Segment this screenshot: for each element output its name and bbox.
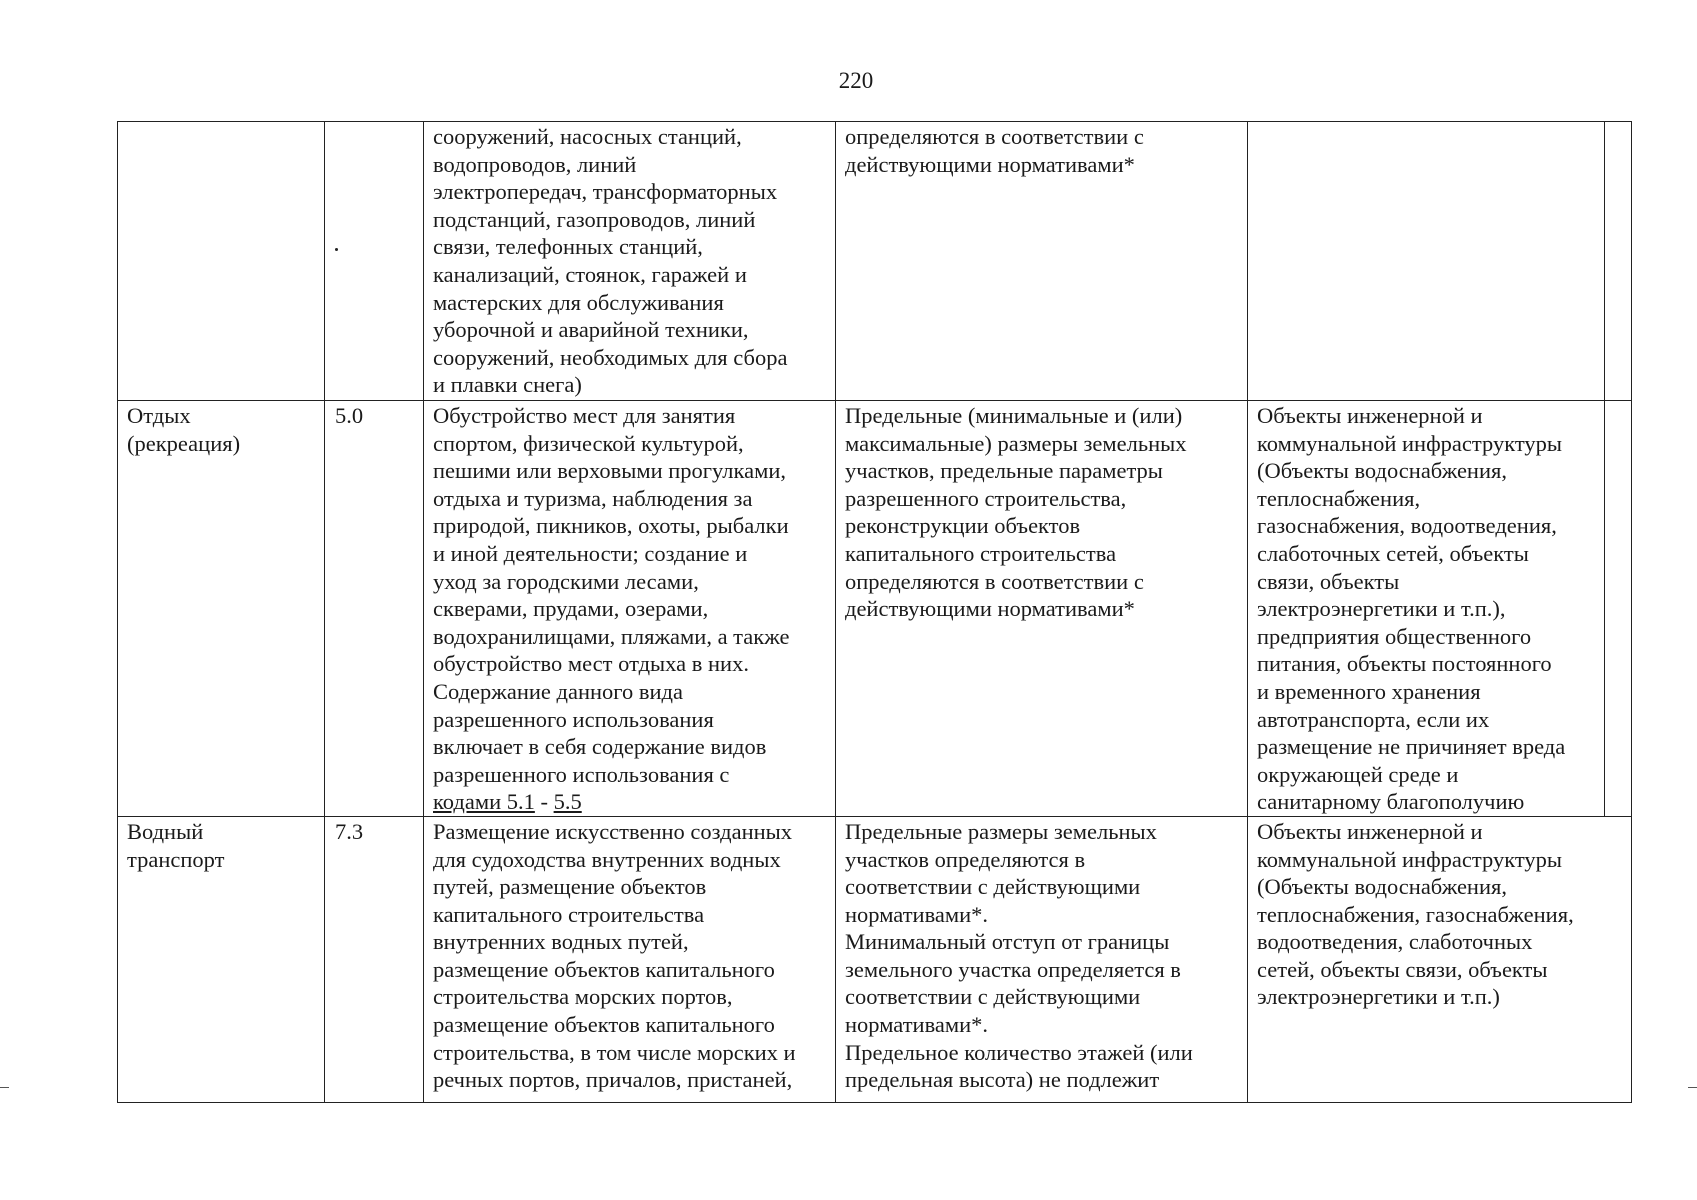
table-row [118,816,1632,1102]
use-description-cell: Размещение искусственно созданных для судоходства внутренних водных путей, размещение объектов капитального строительства внутренних водных путей, размещение объектов капитального строительства морских портов, размещение объектов капитального строительства, в том числе морских и речных портов, причалов, пристаней, [424,816,836,1102]
parameters-cell: Предельные (минимальные и (или) максимальные) размеры земельных участков, предельные параметры разрешенного строительства, реконструкции объектов капитального строительства определяются в соответствии с действующими нормативами* [836,401,1248,817]
table-row [118,122,1632,401]
use-name-cell [118,122,325,401]
use-name-cell: Отдых (рекреация) [118,401,325,817]
land-use-table [117,121,1632,1103]
right-margin-mark [1688,1087,1697,1088]
use-code-cell: 5.0 [325,401,424,817]
use-code-cell [325,122,424,401]
use-description-cell: сооружений, насосных станций, водопроводов, линий электропередач, трансформаторных подстанций, газопроводов, линий связи, телефонных станций, канализаций, стоянок, гаражей и мастерских для обслуживания уборочной и аварийной техники, сооружений, необходимых для сбора и плавки снега) [424,122,836,401]
scan-dot [335,248,338,251]
margin-cell [1605,401,1632,817]
use-name-cell: Водный транспорт [118,816,325,1102]
page-number: 220 [838,68,874,93]
table-row [118,401,1632,817]
ancillary-uses-cell: Объекты инженерной и коммунальной инфраструктуры (Объекты водоснабжения, теплоснабжения, газоснабжения, водоотведения, слаботочных сетей, объекты связи, объекты электроэнергетики и т.п.), предприятия общественного питания, объекты постоянного и временного хранения автотранспорта, если их размещение не причиняет вреда окружающей среде и санитарному благополучию [1248,401,1605,817]
code-reference-separator: - [534,789,554,815]
code-reference-link: 5.5 [553,789,582,815]
left-margin-mark [0,1087,9,1088]
code-reference-link: кодами 5.1 [433,789,535,815]
ancillary-uses-cell: Объекты инженерной и коммунальной инфраструктуры (Объекты водоснабжения, теплоснабжения, газоснабжения, водоотведения, слаботочных сетей, объекты связи, объекты электроэнергетики и т.п.) [1248,816,1632,1102]
use-description-cell [424,401,836,817]
description-text: Обустройство мест для занятия спортом, физической культурой, пешими или верховыми прогулками, отдыха и туризма, наблюдения за природой, пикников, охоты, рыбалки и иной деятельности; создание и уход за городскими лесами, скверами, прудами, озерами, водохранилищами, пляжами, а также обустройство мест отдыха в них. Содержание данного вида разрешенного использования включает в себя содержание видов разрешенного использования с [433,403,790,787]
parameters-cell: Предельные размеры земельных участков определяются в соответствии с действующими нормативами*. Минимальный отступ от границы земельного участка определяется в соответствии с действующими нормативами*. Предельное количество этажей (или предельная высота) не подлежит [836,816,1248,1102]
margin-cell [1605,122,1632,401]
use-code-cell: 7.3 [325,816,424,1102]
parameters-cell: определяются в соответствии с действующими нормативами* [836,122,1248,401]
ancillary-uses-cell [1248,122,1605,401]
